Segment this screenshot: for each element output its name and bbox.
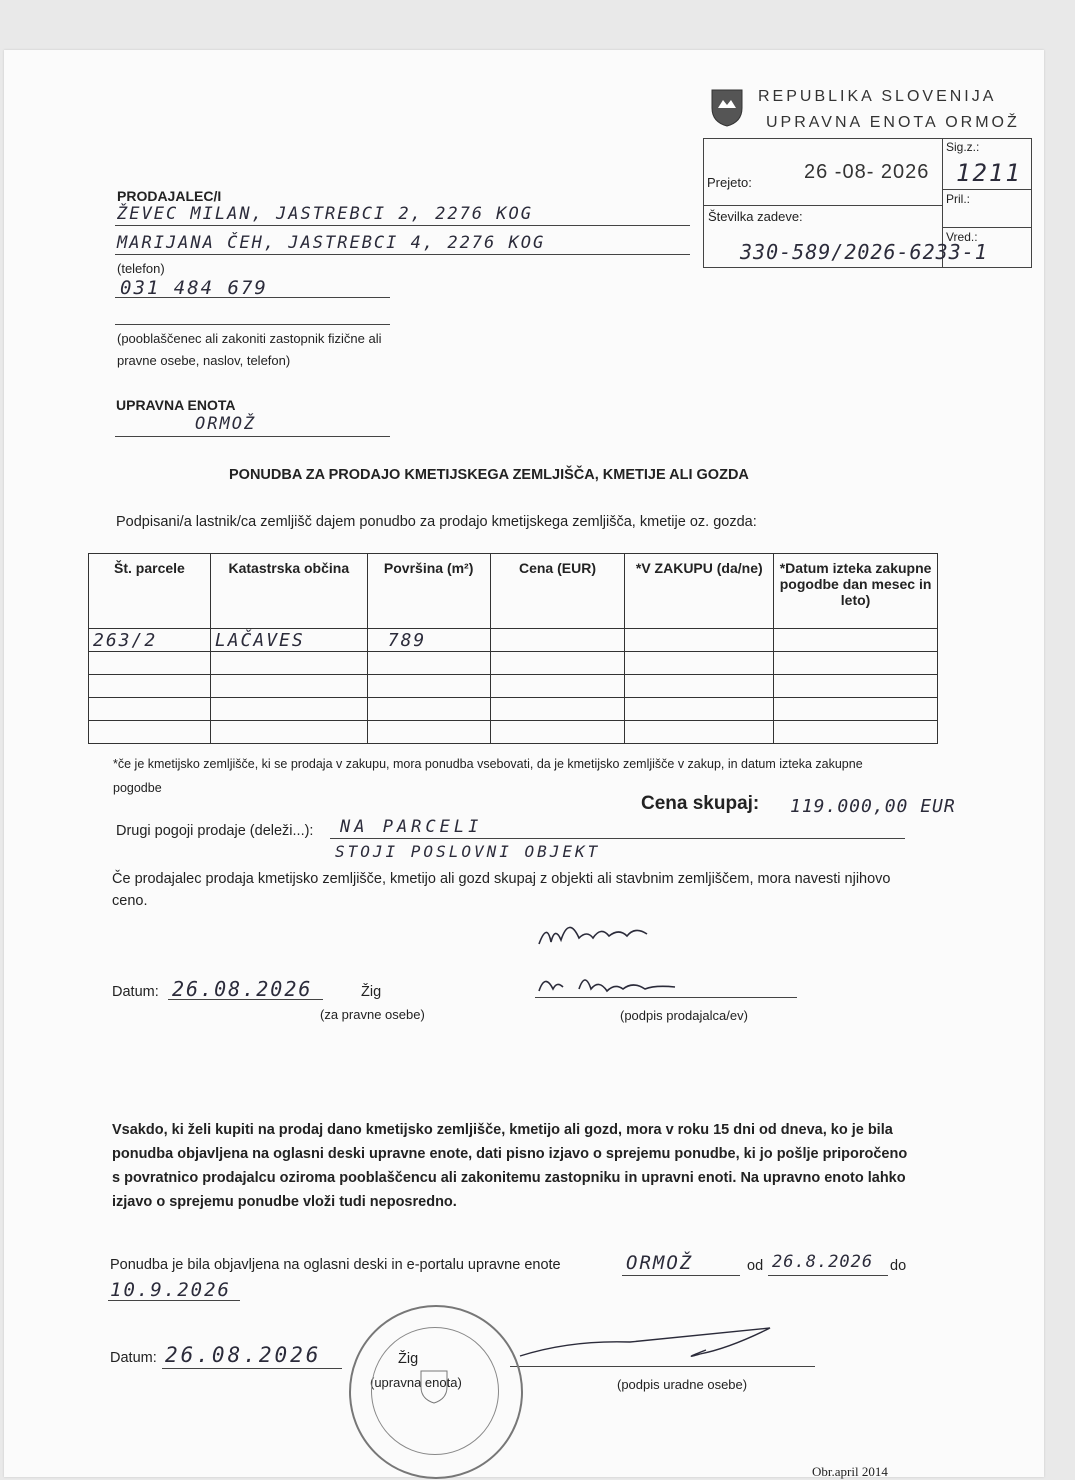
form-title: PONUDBA ZA PRODAJO KMETIJSKEGA ZEMLJIŠČA, KMETIJE ALI GOZDA: [229, 467, 749, 483]
cell-price: [490, 629, 625, 652]
total-value: 119.000,00 EUR: [790, 796, 956, 817]
official-date: 26.08.2026: [165, 1343, 322, 1367]
case-number: 330-589/2026-6233-1: [740, 240, 988, 264]
admin-unit-value: ORMOŽ: [195, 414, 257, 434]
seller-signature-note: (podpis prodajalca/ev): [620, 1008, 748, 1023]
seller-date: 26.08.2026: [172, 977, 313, 1001]
publication-unit: ORMOŽ: [626, 1252, 694, 1274]
other-terms-line-1: NA PARCELI: [340, 817, 483, 837]
proxy-note-1: (pooblaščenec ali zakoniti zastopnik fizične ali: [117, 331, 382, 346]
seal-coat-of-arms-icon: [419, 1369, 449, 1405]
table-row: [89, 652, 938, 675]
table-row: [89, 698, 938, 721]
phone-label: (telefon): [117, 261, 165, 276]
official-signature: [510, 1320, 840, 1370]
seller-line-1: ŽEVEC MILAN, JASTREBCI 2, 2276 KOG: [117, 204, 533, 224]
parcels-table: [88, 553, 938, 744]
pril-label: Pril.:: [946, 192, 970, 206]
publication-text: Ponudba je bila objavljena na oglasni deski in e-portalu upravne enote: [110, 1257, 561, 1273]
total-label: Cena skupaj:: [641, 793, 760, 814]
cell-municipality: LAČAVES: [210, 629, 367, 652]
official-stamp-label: Žig: [398, 1351, 419, 1367]
phone-value: 031 484 679: [120, 277, 268, 299]
coat-of-arms-icon: [710, 88, 744, 128]
intro-text: Podpisani/a lastnik/ca zemljišč dajem ponudbo za prodajo kmetijskega zemljišča, kmetije oz. gozda:: [116, 514, 757, 530]
cell-expiry: [774, 629, 938, 652]
acceptance-notice: Vsakdo, ki želi kupiti na prodaj dano kmetijsko zemljišče, kmetijo ali gozd, mora v roku 15 dni od dneva, ko je bila ponudba objavljena na oglasni deski upravne enote, dati pisno izjavo o sprejemu ponudbe, ki jo pošlje priporočeno s povratnico prodajalcu oziroma pooblaščencu ali zakonitemu zastopniku in upravni enoti. Na upravno enoto lahko izjavo o sprejemu ponudbe vloži tudi neposredno.: [112, 1122, 908, 1210]
publication-to: 10.9.2026: [110, 1279, 231, 1301]
col-price: Cena (EUR): [490, 554, 625, 629]
vred-label: Vred.:: [946, 230, 978, 244]
col-cadastral-municipality: Katastrska občina: [210, 554, 367, 629]
form-code: Obr.april 2014: [812, 1464, 888, 1479]
col-lease-expiry: *Datum izteka zakupne pogodbe dan mesec in leto): [774, 554, 938, 629]
table-row: [89, 721, 938, 744]
official-stamp-note: (upravna enota): [370, 1375, 462, 1390]
seller-signature-2: [535, 965, 695, 1001]
seller-date-label: Datum:: [112, 984, 159, 1000]
col-parcel-number: Št. parcele: [89, 554, 211, 629]
publication-to-label: do: [890, 1258, 907, 1274]
seller-label: PRODAJALEC/I: [117, 188, 222, 204]
seller-stamp-label: Žig: [361, 984, 382, 1000]
other-terms-line-2: STOJI POSLOVNI OBJEKT: [335, 842, 601, 861]
sig-label: Sig.z.:: [946, 140, 980, 154]
official-signature-note: (podpis uradne osebe): [617, 1377, 748, 1392]
col-area: Površina (m²): [367, 554, 490, 629]
proxy-note-2: pravne osebe, naslov, telefon): [117, 353, 291, 368]
objects-note: Če prodajalec prodaja kmetijsko zemljišče, kmetijo ali gozd skupaj z objekti ali stavbnim zemljiščem, mora navesti njihovo ceno.: [112, 871, 891, 909]
other-terms-label: Drugi pogoji prodaje (deleži...):: [116, 823, 314, 839]
unit-title: UPRAVNA ENOTA ORMOŽ: [766, 114, 1020, 131]
seller-signature-1: [535, 912, 665, 952]
table-row: [89, 629, 938, 652]
table-row: [89, 675, 938, 698]
lease-footnote: *če je kmetijsko zemljišče, ki se prodaja v zakupu, mora ponudba vsebovati, da je kmetijsko zemljišče v zakup, in datum izteka zakupne pogodbe: [113, 757, 863, 795]
cell-parcel: 263/2: [89, 629, 211, 652]
sig-value: 1211: [956, 159, 1022, 187]
admin-unit-label: UPRAVNA ENOTA: [116, 397, 236, 413]
official-seal: [349, 1305, 523, 1479]
col-leased: *V ZAKUPU (da/ne): [625, 554, 774, 629]
received-date: 26 -08- 2026: [804, 161, 930, 183]
republic-title: REPUBLIKA SLOVENIJA: [758, 88, 997, 105]
official-date-label: Datum:: [110, 1350, 157, 1366]
publication-from: 26.8.2026: [772, 1252, 874, 1272]
received-label: Prejeto:: [707, 175, 752, 190]
publication-from-label: od: [747, 1258, 764, 1274]
seller-stamp-note: (za pravne osebe): [320, 1007, 425, 1022]
case-label: Številka zadeve:: [708, 209, 803, 224]
cell-area: 789: [367, 629, 490, 652]
seller-line-2: MARIJANA ČEH, JASTREBCI 4, 2276 KOG: [117, 233, 546, 253]
cell-leased: [625, 629, 774, 652]
